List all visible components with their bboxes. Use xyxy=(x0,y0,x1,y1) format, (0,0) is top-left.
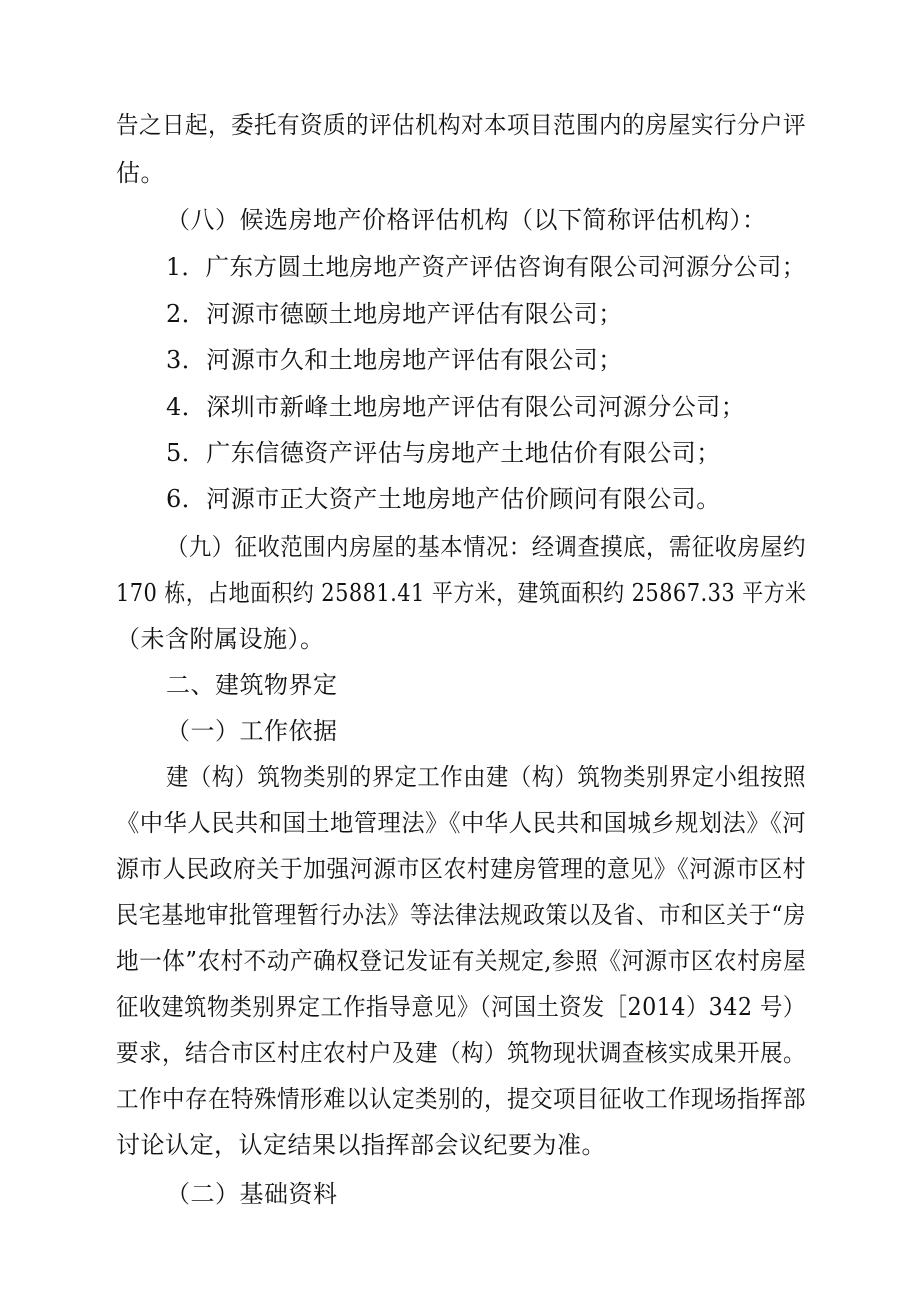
agency-item: 2．河源市德颐土地房地产评估有限公司； xyxy=(166,300,623,328)
intro-line: 告之日起，委托有资质的评估机构对本项目范围内的房屋实行分户评 xyxy=(116,111,807,139)
basis-line: 地一体”农村不动产确权登记发证有关规定,参照《河源市区农村房屋 xyxy=(116,947,807,975)
subsection-2-heading: （二）基础资料 xyxy=(166,1180,338,1208)
section-9-line: （未含附属设施）。 xyxy=(116,625,325,653)
subsection-1-heading: （一）工作依据 xyxy=(166,717,338,745)
section-9-line: 170 栋，占地面积约 25881.41 平方米，建筑面积约 25867.33 平方米 xyxy=(116,579,807,607)
intro-line: 估。 xyxy=(116,159,165,187)
section-8-heading: （八）候选房地产价格评估机构（以下简称评估机构）： xyxy=(166,206,767,234)
section-9-line: （九）征收范围内房屋的基本情况：经调查摸底，需征收房屋约 xyxy=(166,533,806,561)
part-2-heading: 二、建筑物界定 xyxy=(166,671,338,699)
agency-item: 1．广东方圆土地房地产资产评估咨询有限公司河源分公司； xyxy=(166,253,806,281)
basis-line: 建（构）筑物类别的界定工作由建（构）筑物类别界定小组按照 xyxy=(166,763,806,791)
basis-line: 《中华人民共和国土地管理法》《中华人民共和国城乡规划法》《河 xyxy=(116,809,807,837)
agency-item: 5．广东信德资产评估与房地产土地估价有限公司； xyxy=(166,439,721,467)
agency-item: 3．河源市久和土地房地产评估有限公司； xyxy=(166,346,623,374)
basis-line: 源市人民政府关于加强河源市区农村建房管理的意见》《河源市区村 xyxy=(116,855,807,883)
basis-line: 要求，结合市区村庄农村户及建（构）筑物现状调查核实成果开展。 xyxy=(116,1039,807,1067)
basis-line: 工作中存在特殊情形难以认定类别的，提交项目征收工作现场指挥部 xyxy=(116,1085,807,1113)
agency-item: 4．深圳市新峰土地房地产评估有限公司河源分公司； xyxy=(166,393,746,421)
basis-line: 讨论认定，认定结果以指挥部会议纪要为准。 xyxy=(116,1131,606,1159)
basis-line: 征收建筑物类别界定工作指导意见》（河国土资发［2014）342 号） xyxy=(116,993,806,1021)
agency-item: 6．河源市正大资产土地房地产估价顾问有限公司。 xyxy=(166,485,721,513)
basis-line: 民宅基地审批管理暂行办法》等法律法规政策以及省、市和区关于“房 xyxy=(116,901,806,929)
